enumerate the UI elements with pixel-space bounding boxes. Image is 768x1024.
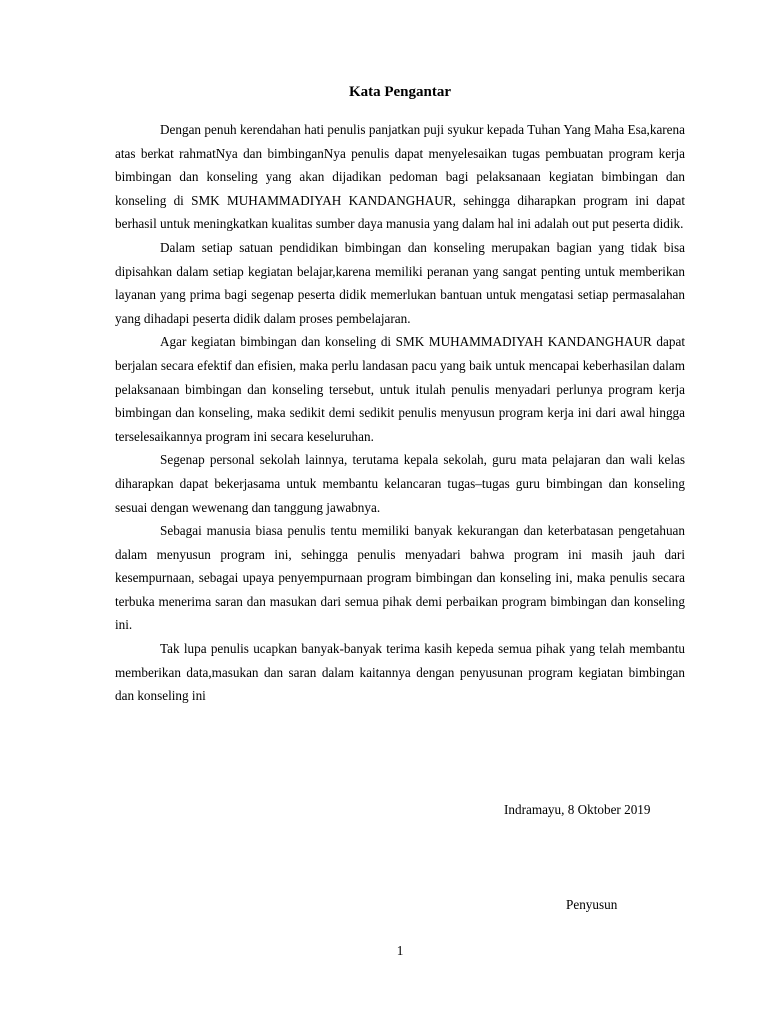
paragraph-1: Dengan penuh kerendahan hati penulis panjatkan puji syukur kepada Tuhan Yang Maha Esa,karena atas berkat rahmatNya dan bimbinganNya penulis dapat menyelesaikan tugas pembuatan program kerja bimbingan dan konseling yang akan dijadikan pedoman bagi pelaksanaan kegiatan bimbingan dan konseling di SMK MUHAMMADIYAH KANDANGHAUR, sehingga diharapkan program ini dapat berhasil untuk meningkatkan kualitas sumber daya manusia yang dalam hal ini adalah out put peserta didik.	[115, 122, 685, 232]
paragraph-5: Sebagai manusia biasa penulis tentu memiliki banyak kekurangan dan keterbatasan pengetahuan dalam menyusun program ini, sehingga penulis menyadari bahwa program ini masih jauh dari kesempurnaan, sebagai upaya penyempurnaan program bimbingan dan konseling ini, maka penulis secara terbuka menerima saran dan masukan dari semua pihak demi perbaikan program bimbingan dan konseling ini.	[115, 523, 685, 633]
date-line: Indramayu, 8 Oktober 2019	[504, 802, 651, 817]
paragraph-2: Dalam setiap satuan pendidikan bimbingan dan konseling merupakan bagian yang tidak bisa dipisahkan dalam setiap kegiatan belajar,karena memiliki peranan yang sangat penting untuk memberikan layanan yang prima bagi segenap peserta didik memerlukan bantuan untuk mengatasi setiap permasalahan yang dihadapi peserta didik dalam proses pembelajaran.	[115, 239, 685, 326]
signer-label: Penyusun	[566, 897, 618, 912]
paragraph-6: Tak lupa penulis ucapkan banyak-banyak terima kasih kepeda semua pihak yang telah membantu memberikan data,masukan dan saran dalam kaitannya dengan penyusunan program kegiatan bimbingan dan konseling ini	[115, 641, 685, 704]
page-title: Kata Pengantar	[348, 84, 452, 100]
paragraph-3: Agar kegiatan bimbingan dan konseling di SMK MUHAMMADIYAH KANDANGHAUR dapat berjalan secara efektif dan efisien, maka perlu landasan pacu yang baik untuk mencapai keberhasilan dalam pelaksanaan bimbingan dan konseling tersebut, untuk itulah penulis menyadari perlunya program kerja bimbingan dan konseling, maka sedikit demi sedikit penulis menyusun program kerja ini dari awal hingga terselesaikannya program ini secara keseluruhan.	[115, 334, 685, 444]
body-text	[115, 118, 685, 708]
page-number: 1	[396, 943, 404, 958]
paragraph-4: Segenap personal sekolah lainnya, terutama kepala sekolah, guru mata pelajaran dan wali kelas diharapkan dapat bekerjasama untuk membantu kelancaran tugas–tugas guru bimbingan dan konseling sesuai dengan wewenang dan tanggung jawabnya.	[115, 452, 685, 515]
